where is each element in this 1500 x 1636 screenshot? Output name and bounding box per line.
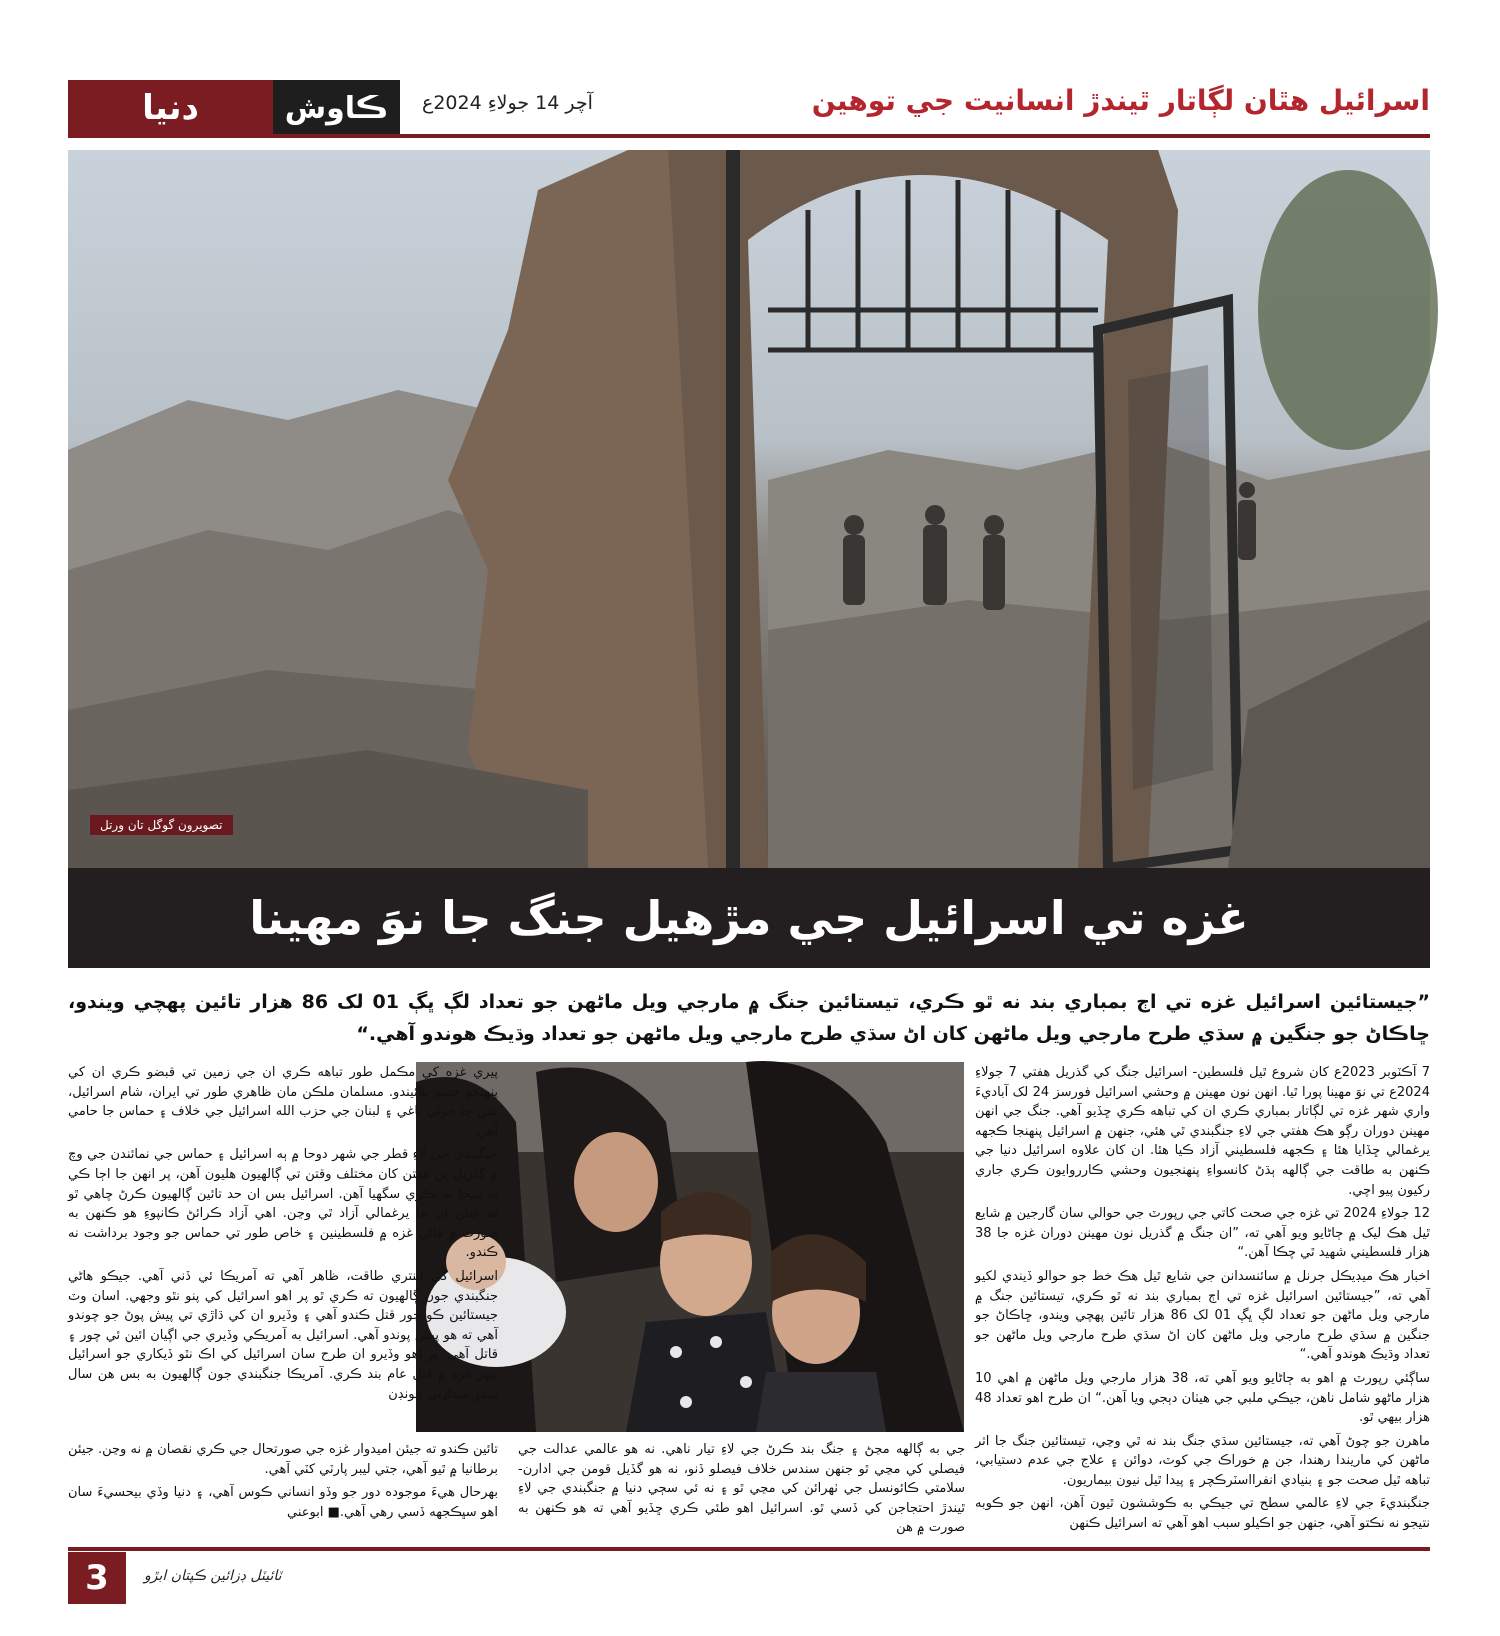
paragraph: 12 جولاءِ 2024 تي غزه جي صحت کاتي جي رپورٽ جي حوالي سان گارجين ۾ شايع ٿيل هڪ ليک ۾ ڄاڻايو ويو آهي ته، ”ان جنگ ۾ گذريل نون مهينن دوران غزه جا 38 هزار فلسطيني شهيد ٿي چڪا آهن.“ bbox=[975, 1206, 1430, 1261]
paragraph: جنگبنديءَ جي لاءِ عالمي سطح تي جيڪي به ڪوششون ٿيون آهن، انهن جو ڪوبه نتيجو نه نڪتو آهي، جنهن جو اڪيلو سبب اهو آهي ته اسرائيل ڪنهن bbox=[975, 1496, 1430, 1532]
header-divider bbox=[68, 134, 1430, 138]
hero-photo bbox=[68, 150, 1430, 868]
page-header bbox=[68, 80, 1430, 136]
masthead-kawish: ڪاوش bbox=[273, 80, 400, 136]
paragraph: ساڳئي رپورٽ ۾ اهو به ڄاڻايو ويو آهي ته، 38 هزار مارجي ويل ماڻهن ۾ اهي 10 هزار ماڻهو شامل ناهن، جيڪي ملبي جي هيٺان دٻجي ويا آهن.“ ان طرح اهو تعداد 48 هزار بيهي ٿو. bbox=[975, 1370, 1430, 1426]
paragraph: 7 آڪٽوبر 2023ع کان شروع ٿيل فلسطين- اسرائيل جنگ کي گذريل هفتي 7 جولاءِ 2024ع تي نوَ مهينا پورا ٿيا. انهن نون مهينن ۾ وحشي اسرائيل فورسز 24 لک آباديءَ واري شهر غزه تي لڳاتار بمباري ڪري ان کي تباهه ڪري ڇڏيو آهي. جنگ جي انهن مهينن دوران رڳو هڪ هفتي جي لاءِ جنگبندي ٿي هئي، جنهن ۾ اسرائيل پنهنجا ڪجهه يرغمالي ڇڏايا هئا ۽ ڪجهه فلسطيني آزاد ڪيا هئا. ان کان علاوه اسرائيل دنيا جي ڪنهن به طاقت جي ڳالهه ٻڌڻ کانسواءِ پنهنجيون وحشي ڪارروايون ڪري جاري رکيون پيو اچي. bbox=[975, 1065, 1430, 1198]
design-credit: ٽائيٽل ڊزائين ڪپتان ابڙو bbox=[144, 1568, 282, 1584]
paragraph: جي به ڳالهه مڃڻ ۽ جنگ بند ڪرڻ جي لاءِ تيار ناهي. نه هو عالمي عدالت جي فيصلي کي مڃي ٿو جنهن سندس خلاف فيصلو ڏنو، نه هو گڏيل قومن جي ادارن- سلامتي ڪائونسل جي ٺهرائن کي مڃي ٿو ۽ نه ئي سڄي دنيا ۾ جنگبندي جي لاءِ ٿيندڙ احتجاجن کي ڏسي ٿو. اسرائيل اهو طئي ڪري ڇڏيو آهي ته هو ڪنهن به صورت ۾ هن bbox=[518, 1442, 965, 1536]
paragraph: اخبار هڪ ميڊيڪل جرنل ۾ سائنسدانن جي شايع ٿيل هڪ خط جو حوالو ڏيندي لکيو آهي ته، ”جيستائين اسرائيل غزه تي اڄ بمباري بند نه ٿو ڪري، تيستائين جنگ ۾ مارجي ويل ماڻهن جو تعداد لڳ ڀڳ 01 لک 86 هزار تائين پهچي ويندو، ڇاڪاڻ جو جنگين ۾ سڌي طرح مارجي ويل ماڻهن کان اڻ سڌي طرح مارجي ويل ماڻهن جو تعداد وڌيڪ هوندو آهي.“ bbox=[975, 1268, 1430, 1363]
paragraph: اسرائيل کي اينتري طاقت، ظاهر آهي ته آمريڪا ئي ڏني آهي. جيڪو هاڻي جنگبندي جون ڳالهيون ته ڪري ٿو پر اهو اسرائيل کي پنو نٿو وجهي. اسان وٽ جيستائين ڪو چور قتل ڪندو آهي ۽ وڏيرو ان کي ڌاڙي تي پيش پوڻ جو چوندو آهي ته هو پيش پوندو آهي. اسرائيل به آمريڪي وڏيري جي اڳيان ائين ئي چور ۽ قاتل آهي، پر اهو وڏيرو ان طرح سان اسرائيل کي اڪ نٿو ڏيکاري جو اسرائيل ٻيهر غزه ۾ قتل عام بند ڪري. آمريڪا جنگبندي جون ڳالهيون به بس هن سال ٿيندڙ صدارتي چونڊن bbox=[68, 1268, 498, 1402]
masthead-dunya: دنيا bbox=[68, 80, 273, 136]
main-headline: غزه تي اسرائيل جي مڙهيل جنگ جا نوَ مهينا bbox=[249, 891, 1249, 945]
article-column-left-bottom bbox=[68, 1440, 498, 1535]
headline-bar bbox=[68, 868, 1430, 968]
article-column-left bbox=[68, 1063, 498, 1402]
masthead-logo bbox=[68, 80, 400, 136]
article-column-middle bbox=[518, 1440, 965, 1535]
page-number: 3 bbox=[68, 1552, 126, 1604]
inline-photo bbox=[416, 1062, 964, 1432]
paragraph: جنگبندي جي لاءِ قطر جي شهر دوحا ۾ ٻه اسرائيل ۽ حماس جي نمائندن جي وچ ۾ گذريل ٻن هفتن کان مختلف وقتن تي ڳالهيون هليون آهن، پر انهن جا اڄا ڪي به نتيجا نه نڪري سگهيا آهن. اسرائيل بس ان حد تائين ڳالهيون ڪرڻ چاهي ٿو ته جيئن ان جا يرغمالي آزاد ٿي وڃن. اهي آزاد ڪرائڻ ڪانپوءِ هو ڪنهن به صورت ۾ هاڻي غزه ۾ فلسطينين ۽ خاص طور تي حماس جو وجود برداشت نه ڪندو. bbox=[68, 1147, 498, 1261]
photo-caption: تصويرون گوگل تان ورتل bbox=[90, 815, 233, 835]
paragraph: بهرحال هيءَ موجوده دور جو وڏو انساني ڪوس آهي، ۽ دنيا وڏي بيحسيءَ سان اهو سڀڪجهه ڏسي رهي آهي.■ ابوعني bbox=[68, 1485, 498, 1520]
article-column-right bbox=[975, 1063, 1430, 1535]
pull-quote: ”جيستائين اسرائيل غزه تي اڄ بمباري بند نه ٿو ڪري، تيستائين جنگ ۾ مارجي ويل ماڻهن جو تعداد لڳ ڀڳ 01 لک 86 هزار تائين پهچي ويندو، ڇاڪاڻ جو جنگين ۾ سڌي طرح مارجي ويل ماڻهن کان اڻ سڌي طرح مارجي ويل ماڻهن جو تعداد وڌيڪ هوندو آهي.“ bbox=[68, 991, 1430, 1045]
footer-divider bbox=[68, 1547, 1430, 1551]
paragraph: تائين ڪندو ته جيئن اميدوار غزه جي صورتحال جي ڪري نقصان ۾ نه وڃن. جيئن برطانيا ۾ ٿيو آهي، جتي ليبر پارٽي کٽي آهي. bbox=[68, 1442, 498, 1477]
inline-photo-illustration bbox=[416, 1062, 964, 1432]
section-title: اسرائيل هٿان لڳاتار ٿيندڙ انسانيت جي توهين bbox=[811, 84, 1430, 117]
paragraph: ماهرن جو چوڻ آهي ته، جيستائين سڌي جنگ بند نه ٿي وڃي، تيستائين جنگ جا اثر ماڻهن کي ماريندا رهندا، جن ۾ خوراڪ جي کوٽ، دوائن ۽ علاج جي عدم دستيابي، تباهه ٿيل صحت جو ۽ بنيادي انفرااسٽرڪچر ۽ پيدا ٿيل نيون بيماريون. bbox=[975, 1433, 1430, 1488]
paragraph: پيري غزه کي مڪمل طور تباهه ڪري ان جي زمين تي قبضو ڪري ان کي پنهنجو حصو بڻائيندو. مسلمان ملڪن مان ظاهري طور تي ايران، شام اسرائيل، يمن جا حوثي باغي ۽ لبنان جي حزب الله اسرائيل جي خلاف ۽ حماس جا حامي آهن. bbox=[68, 1065, 498, 1139]
issue-date: آچر 14 جولاءِ 2024ع bbox=[422, 92, 593, 114]
hero-photo-illustration bbox=[68, 150, 1430, 868]
